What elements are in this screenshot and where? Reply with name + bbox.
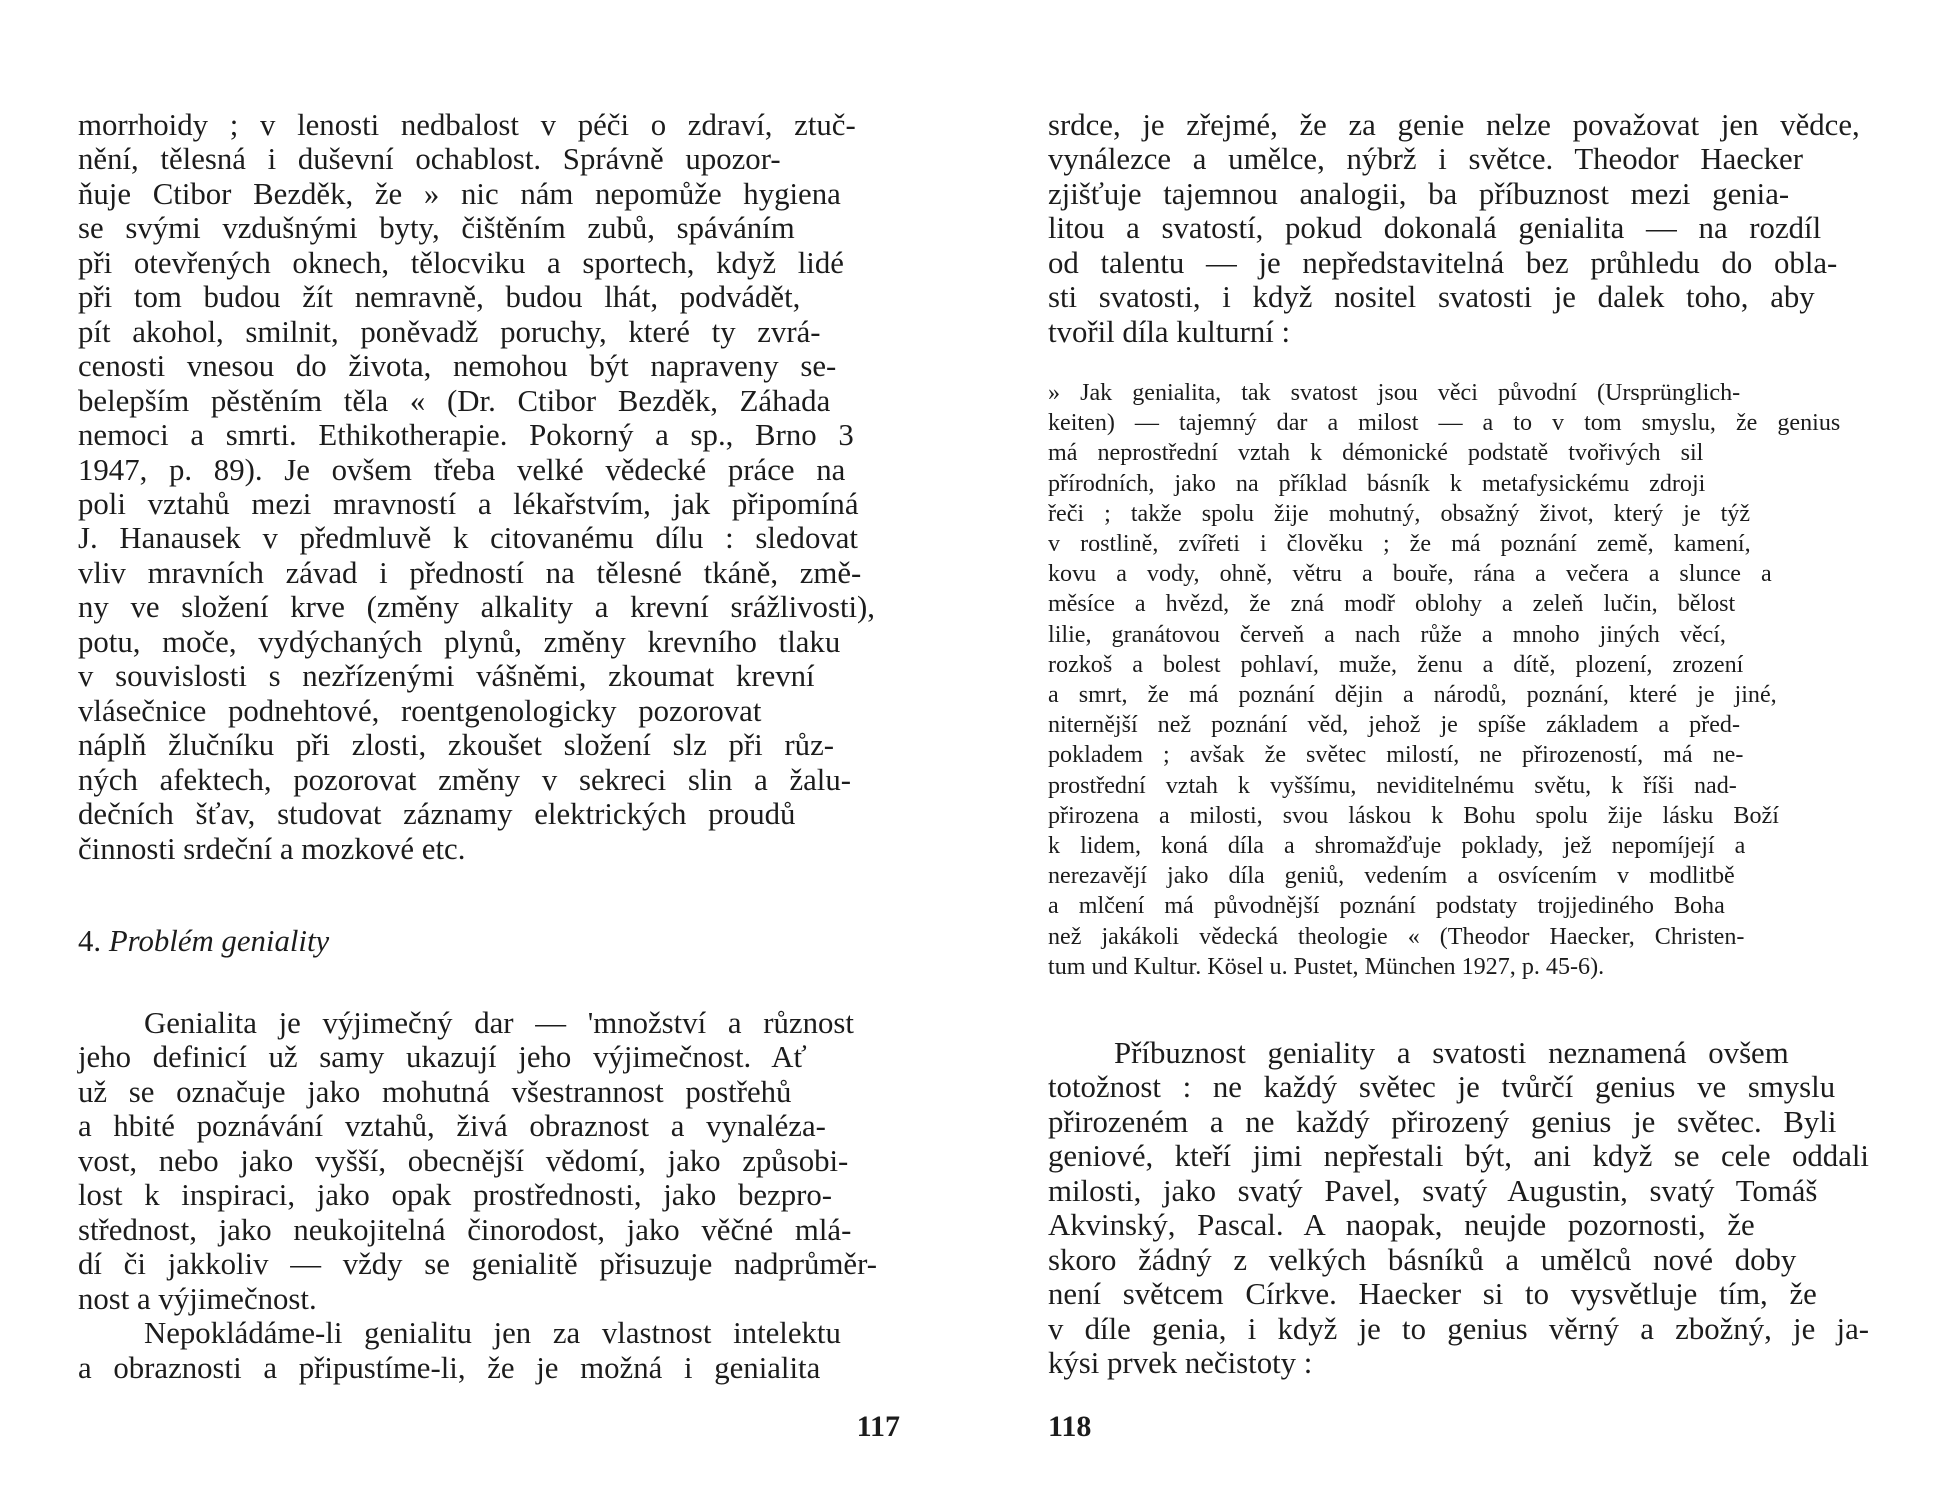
section-number: 4. bbox=[78, 924, 102, 958]
left-paragraph-2 bbox=[78, 1006, 900, 1385]
quote-line: a mlčení má původnější poznání podstaty trojjediného Boha bbox=[1048, 893, 1725, 920]
quote-line: kovu a vody, ohně, větru a bouře, rána a večera a slunce a bbox=[1048, 561, 1772, 588]
text-line: sti svatosti, i když nositel svatosti je dalek toho, aby bbox=[1048, 280, 1815, 315]
text-line: lost k inspiraci, jako opak prostřednosti, jako bezpro- bbox=[78, 1178, 832, 1213]
left-page bbox=[78, 0, 900, 1500]
text-line: dí či jakkoliv — vždy se genialitě přisuzuje nadprůměr- bbox=[78, 1247, 877, 1282]
text-line: není světcem Církve. Haecker si to vysvětluje tím, že bbox=[1048, 1277, 1817, 1312]
text-line: litou a svatostí, pokud dokonalá genialita — na rozdíl bbox=[1048, 211, 1822, 246]
text-line: Příbuznost geniality a svatosti neznamená ovšem bbox=[1114, 1036, 1789, 1070]
text-line: Genialita je výjimečný dar — 'množství a různost bbox=[144, 1006, 854, 1040]
right-paragraph-1 bbox=[1048, 108, 1869, 349]
text-line: geniové, kteří jimi nepřestali být, ani když se cele oddali bbox=[1048, 1139, 1869, 1174]
quote-line: nerezavějí jako díla geniů, vedením a osvícením v modlitbě bbox=[1048, 863, 1735, 890]
page-number: 118 bbox=[1048, 1410, 1092, 1443]
section-heading bbox=[78, 924, 329, 958]
text-line: vynálezce a umělce, nýbrž i světce. Theodor Haecker bbox=[1048, 142, 1803, 177]
text-line: belepším pěstěním těla « (Dr. Ctibor Bezděk, Záhada bbox=[78, 383, 831, 418]
text-line: milosti, jako svatý Pavel, svatý Augustin, svatý Tomáš bbox=[1048, 1173, 1818, 1208]
quote-line: keiten) — tajemný dar a milost — a to v tom smyslu, že genius bbox=[1048, 410, 1841, 437]
quote-line: rozkoš a bolest pohlaví, muže, ženu a dítě, plození, zrození bbox=[1048, 651, 1744, 678]
text-line: střednost, jako neukojitelná činorodost, jako věčné mlá- bbox=[78, 1212, 852, 1247]
text-line: ňuje Ctibor Bezděk, že » nic nám nepomůže hygiena bbox=[78, 176, 841, 211]
text-line: kýsi prvek nečistoty : bbox=[1048, 1346, 1313, 1381]
text-line: dečních šťav, studovat záznamy elektrických proudů bbox=[78, 797, 796, 832]
text-line: nemoci a smrti. Ethikotherapie. Pokorný a sp., Brno 3 bbox=[78, 418, 854, 453]
text-line: totožnost : ne každý světec je tvůrčí genius ve smyslu bbox=[1048, 1070, 1836, 1105]
text-line: při tom budou žít nemravně, budou lhát, podvádět, bbox=[78, 280, 801, 315]
text-line: se svými vzdušnými byty, čištěním zubů, spáváním bbox=[78, 211, 795, 246]
quote-line: lilie, granátovou červeň a nach růže a mnoho jiných věcí, bbox=[1048, 621, 1726, 648]
text-line: už se označuje jako mohutná všestrannost postřehů bbox=[78, 1074, 792, 1109]
quote-line: má neprostřední vztah k démonické podstatě tvořivých sil bbox=[1048, 440, 1704, 467]
text-line: pít akohol, smilnit, poněvadž poruchy, které ty zvrá- bbox=[78, 314, 821, 349]
quote-line: přirozena a milosti, svou láskou k Bohu spolu žije lásku Boží bbox=[1048, 802, 1779, 829]
text-line: v souvislosti s nezřízenými vášněmi, zkoumat krevní bbox=[78, 659, 815, 694]
text-line: morrhoidy ; v lenosti nedbalost v péči o zdraví, ztuč- bbox=[78, 108, 856, 142]
text-line: při otevřených oknech, tělocviku a sportech, když lidé bbox=[78, 245, 844, 280]
text-line: zjišťuje tajemnou analogii, ba příbuznost mezi genia- bbox=[1048, 176, 1790, 211]
quote-line: řeči ; takže spolu žije mohutný, obsažný život, který je týž bbox=[1048, 500, 1751, 527]
section-title: Problém geniality bbox=[108, 924, 330, 958]
text-line: potu, moče, vydýchaných plynů, změny krevního tlaku bbox=[78, 624, 841, 659]
text-line: náplň žlučníku při zlosti, zkoušet složení slz při růz- bbox=[78, 728, 834, 763]
text-line: skoro žádný z velkých básníků a umělců nové doby bbox=[1048, 1242, 1797, 1277]
quote-line: pokladem ; avšak že světec milostí, ne přirozeností, má ne- bbox=[1048, 742, 1744, 769]
text-line: nost a výjimečnost. bbox=[78, 1281, 317, 1316]
quote-line: přírodních, jako na příklad básník k metafysickému zdroji bbox=[1048, 470, 1706, 497]
quote-line: a smrt, že má poznání dějin a národů, poznání, které je jiné, bbox=[1048, 682, 1777, 709]
left-paragraph-1 bbox=[78, 108, 900, 866]
text-line: přirozeném a ne každý přirozený genius je světec. Byli bbox=[1048, 1104, 1837, 1139]
quote-line: » Jak genialita, tak svatost jsou věci původní (Ursprünglich- bbox=[1048, 380, 1741, 406]
text-line: Akvinský, Pascal. A naopak, neujde pozornosti, že bbox=[1048, 1208, 1755, 1243]
right-paragraph-2 bbox=[1048, 1036, 1869, 1381]
block-quote bbox=[1048, 378, 1869, 982]
text-line: ny ve složení krve (změny alkality a krevní srážlivosti), bbox=[78, 590, 876, 625]
text-line: vost, nebo jako vyšší, obecnější vědomí, jako způsobi- bbox=[78, 1143, 849, 1178]
text-line: Nepokládáme-li genialitu jen za vlastnost intelektu bbox=[144, 1316, 841, 1351]
text-line: tvořil díla kulturní : bbox=[1048, 314, 1291, 349]
quote-line: v rostlině, zvířeti i člověku ; že má poznání země, kamení, bbox=[1048, 531, 1751, 558]
quote-line: tum und Kultur. Kösel u. Pustet, München 1927, p. 45-6). bbox=[1048, 953, 1605, 980]
quote-line: měsíce a hvězd, že zná modř oblohy a zeleň lučin, bělost bbox=[1048, 591, 1736, 618]
text-line: vlásečnice podnehtové, roentgenologicky pozorovat bbox=[78, 693, 762, 728]
text-line: 1947, p. 89). Je ovšem třeba velké vědecké práce na bbox=[78, 452, 846, 487]
text-line: srdce, je zřejmé, že za genie nelze považovat jen vědce, bbox=[1048, 108, 1860, 142]
text-line: J. Hanausek v předmluvě k citovanému dílu : sledovat bbox=[78, 521, 858, 556]
text-line: činnosti srdeční a mozkové etc. bbox=[78, 831, 466, 866]
text-line: poli vztahů mezi mravností a lékařstvím, jak připomíná bbox=[78, 486, 859, 521]
right-page bbox=[1048, 0, 1869, 1500]
text-line: cenosti vnesou do života, nemohou být napraveny se- bbox=[78, 349, 837, 384]
quote-line: niternější než poznání věd, jehož je spíše základem a před- bbox=[1048, 712, 1740, 739]
text-line: ných afektech, pozorovat změny v sekreci slin a žalu- bbox=[78, 762, 851, 797]
text-line: od talentu — je nepředstavitelná bez průhledu do obla- bbox=[1048, 245, 1838, 280]
text-line: a hbité poznávání vztahů, živá obraznost a vynaléza- bbox=[78, 1109, 826, 1144]
quote-line: prostřední vztah k vyššímu, neviditelnému světu, k říši nad- bbox=[1048, 772, 1737, 799]
text-line: jeho definicí už samy ukazují jeho výjimečnost. Ať bbox=[78, 1040, 807, 1075]
text-line: v díle genia, i když je to genius věrný a zbožný, je ja- bbox=[1048, 1311, 1869, 1346]
text-line: a obraznosti a připustíme-li, že je možná i genialita bbox=[78, 1350, 821, 1385]
page-number: 117 bbox=[856, 1410, 900, 1443]
quote-line: k lidem, koná díla a shromažďuje poklady, jež nepomíjejí a bbox=[1048, 833, 1746, 860]
quote-line: než jakákoli vědecká theologie « (Theodor Haecker, Christen- bbox=[1048, 923, 1745, 950]
text-line: nění, tělesná i duševní ochablost. Správně upozor- bbox=[78, 142, 781, 177]
text-line: vliv mravních závad i předností na tělesné tkáně, změ- bbox=[78, 555, 862, 590]
